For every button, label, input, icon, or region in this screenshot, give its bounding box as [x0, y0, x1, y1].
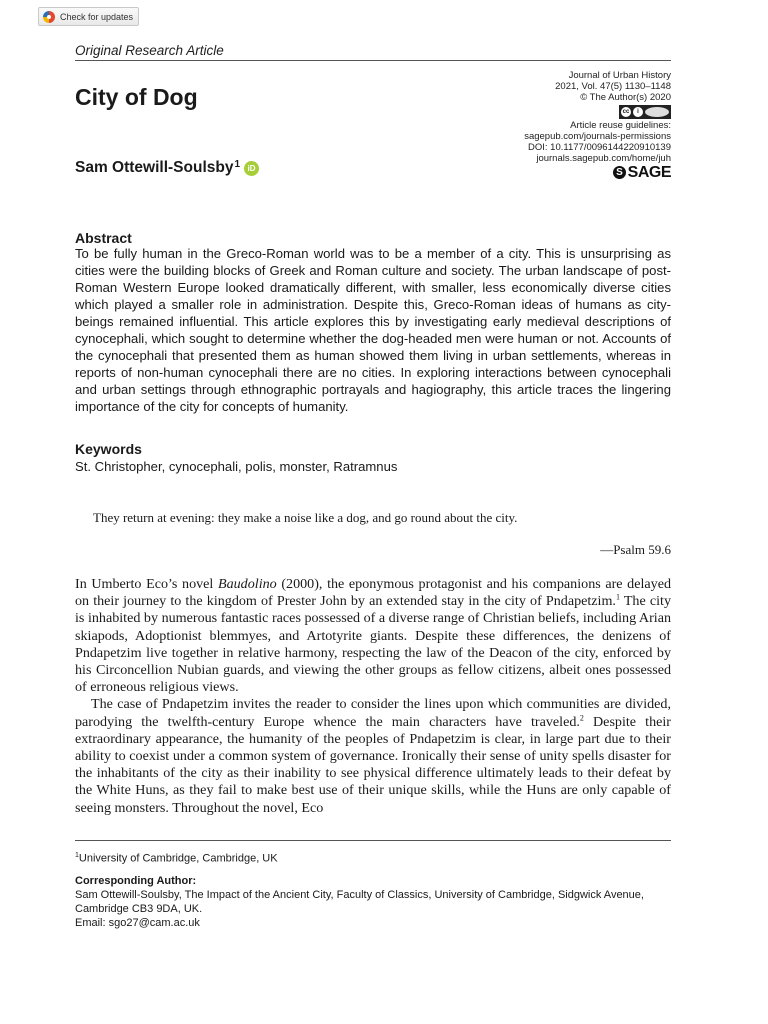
body-p1-text-b: (2000), the eponymous protagonist and his companions are delayed on their journey to the kingdom of Prester John by an extended stay in the city of Pndapetzim.	[75, 576, 672, 610]
article-type: Original Research Article	[75, 43, 224, 58]
check-for-updates-label: Check for updates	[60, 11, 134, 22]
author-line	[75, 159, 259, 177]
sage-logo-text: SAGE	[627, 164, 671, 182]
footnote-divider	[75, 840, 671, 841]
crossmark-icon	[43, 11, 55, 23]
affiliation-text: University of Cambridge, Cambridge, UK	[78, 852, 278, 865]
body-p1-text-a: In Umberto Eco’s novel	[75, 576, 218, 592]
epigraph-source: —Psalm 59.6	[600, 542, 671, 557]
body-p2-text-b: Despite their extraordinary appearance, the humanity of the peoples of Pndapetzim is clear, in large part due to their ability to coexist under a common system of governance. Ironically their sense of unity spells disaster for the inhabitants of the city as their inability to see physical difference ultimately leads to their defeat by the White Huns, as they fail to make best use of their unique skills, while the Huns are only capable of seeing monsters. Throughout the novel, Eco	[75, 713, 671, 816]
body-paragraph-1	[75, 576, 671, 696]
abstract-heading: Abstract	[75, 230, 132, 246]
book-title: Baudolino	[217, 576, 277, 592]
journal-info	[524, 70, 671, 182]
sage-logo	[613, 164, 671, 182]
reuse-link[interactable]: sagepub.com/journals-permissions	[524, 130, 671, 142]
keywords-heading: Keywords	[75, 441, 142, 457]
body-p2-text-a: The case of Pndapetzim invites the reader to consider the lines upon which communities are divided, parodying the twelfth-century Europe whence the main characters have traveled.	[75, 696, 671, 730]
orcid-icon[interactable]: iD	[244, 161, 259, 176]
footnotes	[75, 849, 675, 930]
check-for-updates-button[interactable]	[38, 7, 139, 26]
affiliation-note	[75, 849, 675, 866]
journal-url[interactable]: journals.sagepub.com/home/juh	[536, 153, 671, 165]
reuse-label: Article reuse guidelines:	[570, 119, 671, 131]
abstract-text: To be fully human in the Greco-Roman world was to be a member of a city. This is unsurprising as cities were the building blocks of Greek and Roman culture and society. The urban landscape of post-Roman Western Europe looked dramatically different, with smaller, less economically diverse cities which played a smaller role in administration. Despite this, Greco-Roman ideas of humans as city-beings remained influential. This article explores this by investigating early medieval descriptions of cynocephali, which sought to determine whether the dog-headed men were human or not. Accounts of the cynocephali that presented them as human showed them living in urban settlements, whereas in reports of non-human cynocephali there are no cities. In exploring interactions between cynocephali and urban settings through ethnographic portrayals and hagiography, this article traces the lingering importance of the city for concepts of humanity.	[75, 246, 671, 414]
corresponding-address: Sam Ottewill-Soulsby, The Impact of the Ancient City, Faculty of Classics, University of Cambridge, Sidgwick Avenue, Cambridge CB3 9DA, UK.	[75, 888, 644, 915]
keywords-text: St. Christopher, cynocephali, polis, monster, Ratramnus	[75, 459, 398, 474]
footnote-ref-1[interactable]: 1	[615, 592, 620, 602]
author-name: Sam Ottewill-Soulsby	[75, 159, 234, 176]
author-affiliation-marker: 1	[234, 158, 241, 170]
affiliation-marker: 1	[75, 852, 79, 859]
doi[interactable]: DOI: 10.1177/0096144220910139	[528, 142, 671, 154]
article-title: City of Dog	[75, 84, 198, 110]
footnote-ref-2[interactable]: 2	[579, 712, 584, 722]
copyright: © The Author(s) 2020	[580, 92, 671, 104]
body-text	[75, 576, 671, 817]
corresponding-author-heading: Corresponding Author:	[75, 874, 197, 887]
body-paragraph-2	[75, 696, 671, 816]
journal-name: Journal of Urban History	[568, 70, 671, 81]
sage-logo-icon: S	[613, 166, 626, 179]
creative-commons-icon[interactable]: cc i	[619, 105, 671, 119]
corresponding-email[interactable]: Email: sgo27@cam.ac.uk	[75, 916, 200, 929]
header-divider	[75, 60, 671, 61]
journal-volume: 2021, Vol. 47(5) 1130–1148	[555, 81, 671, 93]
body-p1-text-c: The city is inhabited by numerous fantastic races possessed of a diverse range of Christian beliefs, including Arian skiapods, Adoptionist blemmyes, and Artotyrite giants. Despite these differences, the denizens of Pndapetzim live together in relative harmony, respecting the law of the Deacon of the city, enforced by his Circoncellion Nubian guards, and viewing the other groups as fellow citizens, albeit ones possessed of erroneous religious views.	[75, 593, 671, 696]
epigraph-quote: They return at evening: they make a noise like a dog, and go round about the city.	[93, 510, 518, 525]
